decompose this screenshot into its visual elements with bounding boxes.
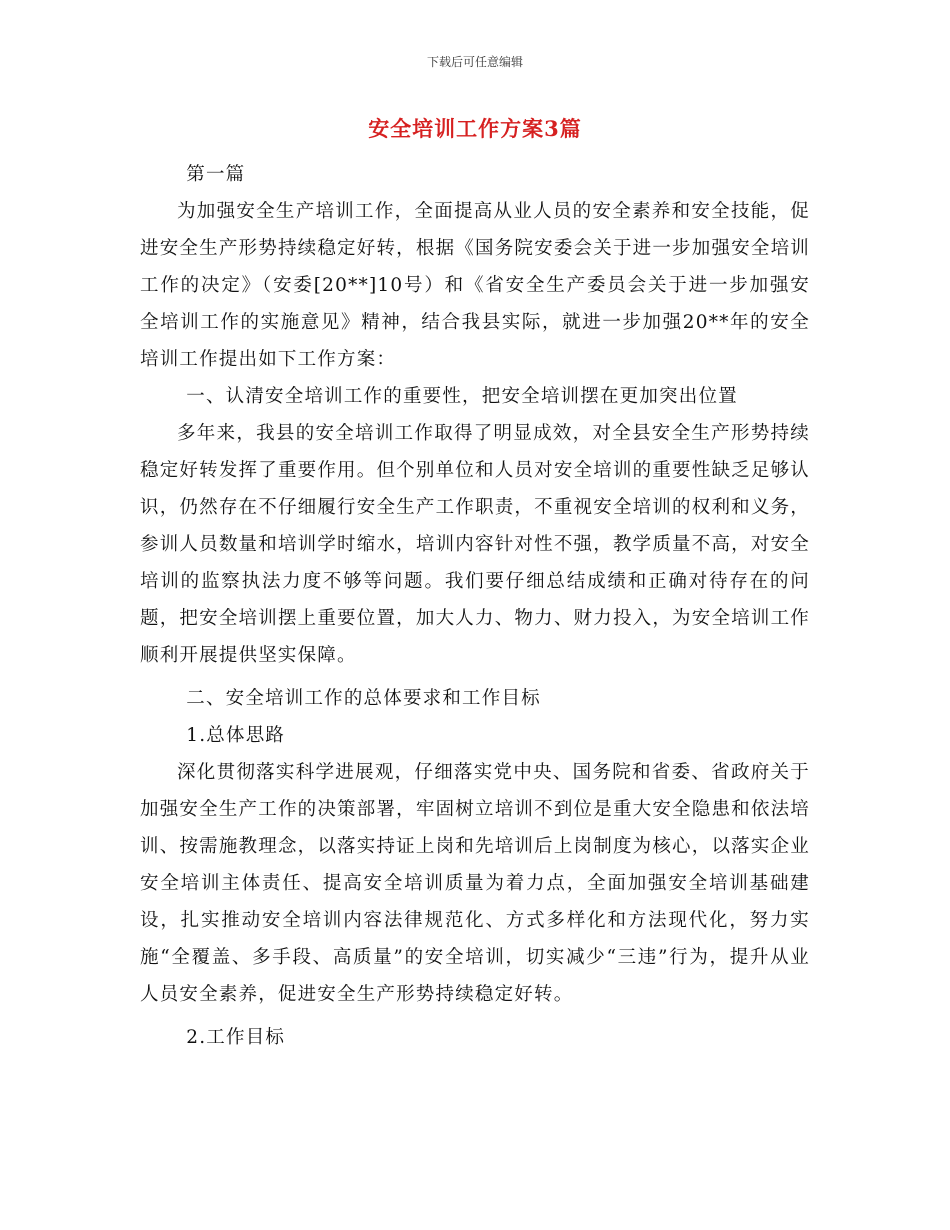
subheading-overall-approach: 1.总体思路: [186, 725, 286, 746]
document-body: [140, 156, 810, 1056]
document-title: 安全培训工作方案3篇: [368, 116, 582, 141]
paragraph-importance: 多年来，我县的安全培训工作取得了明显成效，对全县安全生产形势持续稳定好转发挥了重要作用。但个别单位和人员对安全培训的重要性缺乏足够认识，仍然存在不仔细履行安全生产工作职责，不重视安全培训的权利和义务，参训人员数量和培训学时缩水，培训内容针对性不强，教学质量不高，对安全培训的监察执法力度不够等问题。我们要仔细总结成绩和正确对待存在的问题，把安全培训摆上重要位置，加大人力、物力、财力投入，为安全培训工作顺利开展提供坚实保障。: [140, 423, 810, 666]
section-heading-2: 二、安全培训工作的总体要求和工作目标: [186, 688, 541, 709]
page-header-note: 下载后可任意编辑: [426, 55, 523, 69]
paragraph-intro: 为加强安全生产培训工作，全面提高从业人员的安全素养和安全技能，促进安全生产形势持续稳定好转，根据《国务院安委会关于进一步加强安全培训工作的决定》（安委[20**]10号）和《省安全生产委员会关于进一步加强安全培训工作的实施意见》精神，结合我县实际，就进一步加强20**年的安全培训工作提出如下工作方案：: [140, 201, 810, 370]
subheading-work-goals: 2.工作目标: [186, 1027, 286, 1048]
section-heading-part-one: 第一篇: [186, 164, 246, 185]
paragraph-overall-approach: 深化贯彻落实科学进展观，仔细落实党中央、国务院和省委、省政府关于加强安全生产工作的决策部署，牢固树立培训不到位是重大安全隐患和依法培训、按需施教理念，以落实持证上岗和先培训后上岗制度为核心，以落实企业安全培训主体责任、提高安全培训质量为着力点，全面加强安全培训基础建设，扎实推动安全培训内容法律规范化、方式多样化和方法现代化，努力实施“全覆盖、多手段、高质量”的安全培训，切实减少“三违”行为，提升从业人员安全素养，促进安全生产形势持续稳定好转。: [140, 762, 810, 1005]
section-heading-1: 一、认清安全培训工作的重要性，把安全培训摆在更加突出位置: [186, 386, 738, 407]
